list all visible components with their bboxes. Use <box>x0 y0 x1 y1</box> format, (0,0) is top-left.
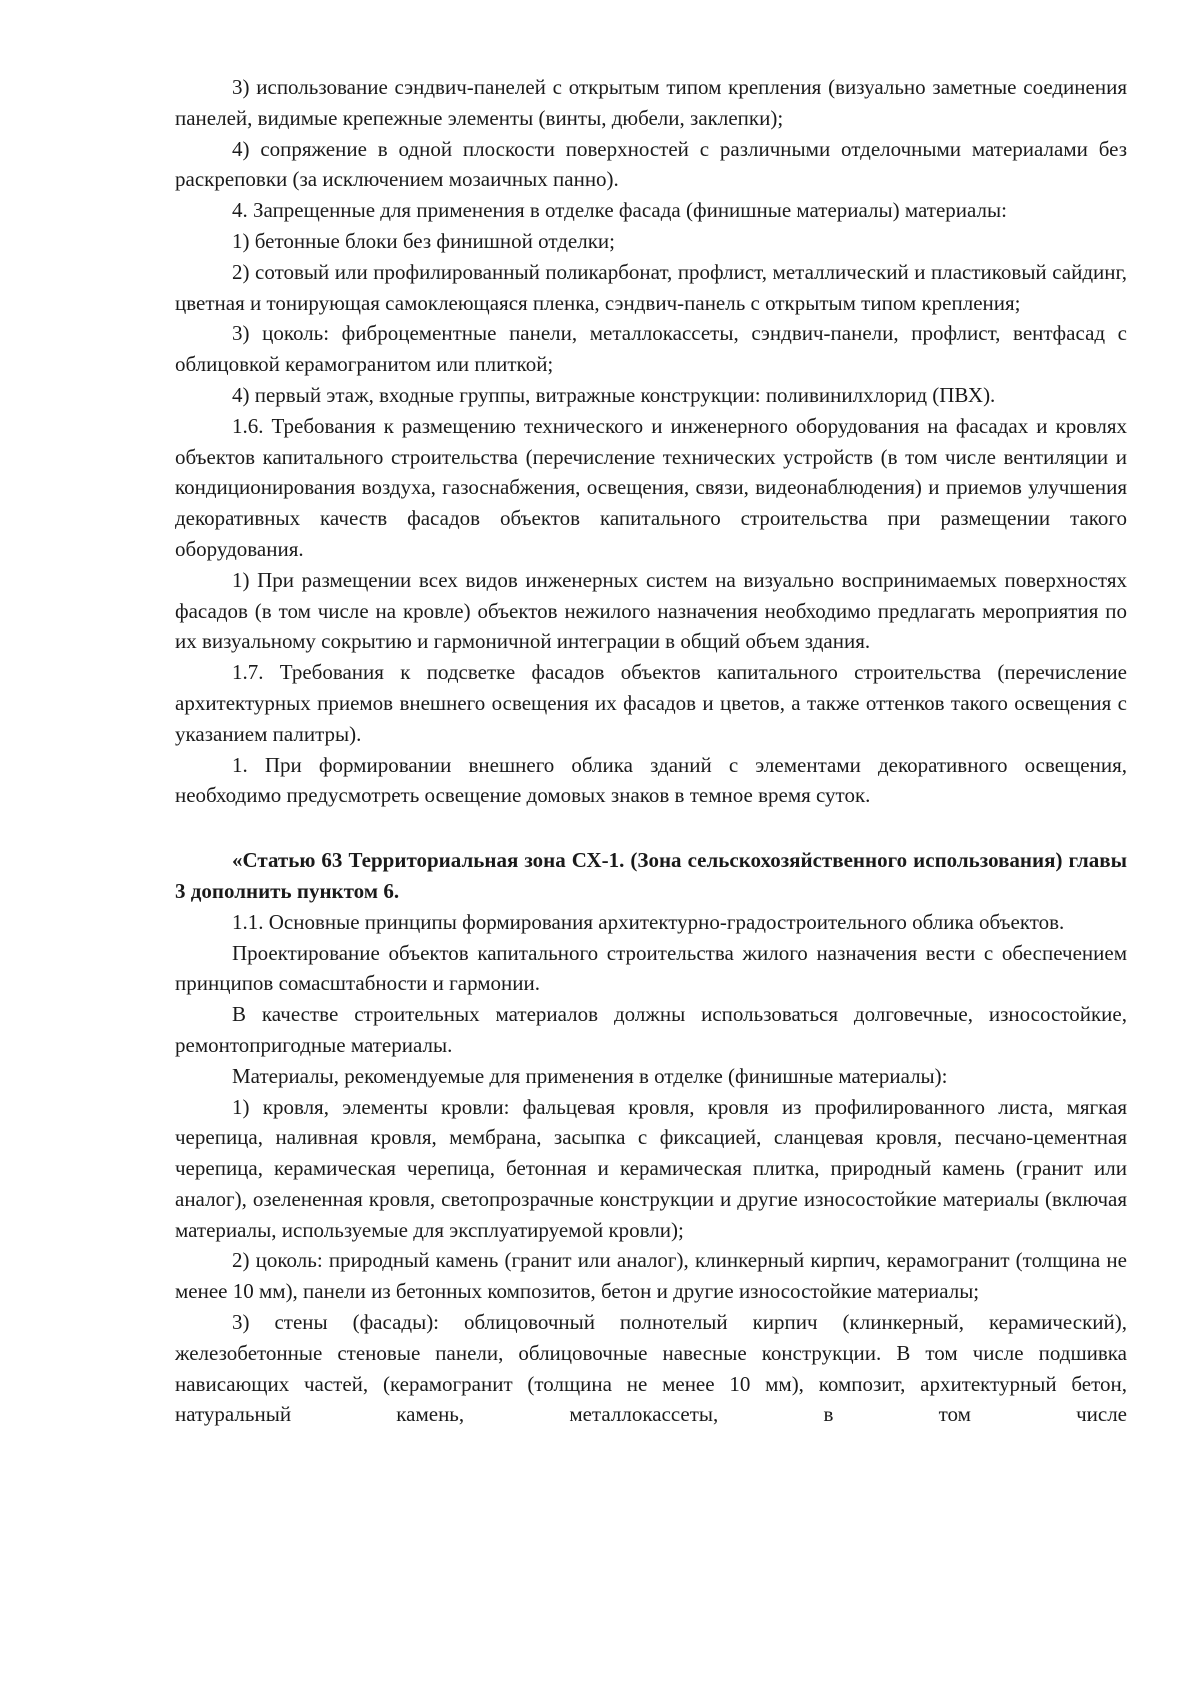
paragraph: 1.7. Требования к подсветке фасадов объектов капитального строительства (перечисление архитектурных приемов внешнего освещения их фасадов и цветов, а также оттенков такого освещения с указанием палитры). <box>175 660 1127 746</box>
paragraph: 1.6. Требования к размещению технического и инженерного оборудования на фасадах и кровлях объектов капитального строительства (перечисление технических устройств (в том числе вентиляции и кондиционирования воздуха, газоснабжения, освещения, связи, видеонаблюдения) и приемов улучшения декоративных качеств фасадов объектов капитального строительства при размещении такого оборудования. <box>175 413 1127 561</box>
document-page <box>175 72 1127 1430</box>
paragraph: 4) сопряжение в одной плоскости поверхностей с различными отделочными материалами без раскреповки (за исключением мозаичных панно). <box>175 136 1127 192</box>
paragraph: 4) первый этаж, входные группы, витражные конструкции: поливинилхлорид (ПВХ). <box>232 382 996 407</box>
paragraph: 2) цоколь: природный камень (гранит или аналог), клинкерный кирпич, керамогранит (толщина не менее 10 мм), панели из бетонных композитов, бетон и другие износостойкие материалы; <box>175 1248 1127 1304</box>
section-gap <box>175 811 1127 845</box>
paragraph: 3) цоколь: фиброцементные панели, металлокассеты, сэндвич-панели, профлист, вентфасад с облицовкой керамогранитом или плиткой; <box>175 321 1127 377</box>
paragraph: Проектирование объектов капитального строительства жилого назначения вести с обеспечением принципов сомасштабности и гармонии. <box>175 940 1127 996</box>
paragraph: 1. При формировании внешнего облика зданий с элементами декоративного освещения, необходимо предусмотреть освещение домовых знаков в темное время суток. <box>175 752 1127 808</box>
paragraph: 1) бетонные блоки без финишной отделки; <box>232 228 615 253</box>
paragraph: 2) сотовый или профилированный поликарбонат, профлист, металлический и пластиковый сайдинг, цветная и тонирующая самоклеющаяся пленка, сэндвич-панель с открытым типом крепления; <box>175 259 1127 315</box>
paragraph: Материалы, рекомендуемые для применения в отделке (финишные материалы): <box>232 1063 948 1088</box>
paragraph: 4. Запрещенные для применения в отделке фасада (финишные материалы) материалы: <box>232 198 1007 223</box>
paragraph: В качестве строительных материалов должны использоваться долговечные, износостойкие, ремонтопригодные материалы. <box>175 1002 1127 1057</box>
paragraph: 1.1. Основные принципы формирования архитектурно-градостроительного облика объектов. <box>232 909 1065 934</box>
paragraph: 3) использование сэндвич-панелей с открытым типом крепления (визуально заметные соединения панелей, видимые крепежные элементы (винты, дюбели, заклепки); <box>175 75 1127 130</box>
paragraph: 1) кровля, элементы кровли: фальцевая кровля, кровля из профилированного листа, мягкая черепица, наливная кровля, мембрана, засыпка с фиксацией, сланцевая кровля, песчано-цементная черепица, керамическая черепица, бетонная и керамическая плитка, природный камень (гранит или аналог), озелененная кровля, светопрозрачные конструкции и другие износостойкие материалы (включая материалы, используемые для эксплуатируемой кровли); <box>175 1094 1127 1242</box>
paragraph: 1) При размещении всех видов инженерных систем на визуально воспринимаемых поверхностях фасадов (в том числе на кровле) объектов нежилого назначения необходимо предлагать мероприятия по их визуальному сокрытию и гармоничной интеграции в общий объем здания. <box>175 567 1127 654</box>
paragraph: 3) стены (фасады): облицовочный полнотелый кирпич (клинкерный, керамический), железобетонные стеновые панели, облицовочные навесные конструкции. В том числе подшивка нависающих частей, (керамогранит (толщина не менее 10 мм), композит, архитектурный бетон, натуральный камень, металлокассеты, в том числе <box>175 1310 1127 1427</box>
section-heading: «Статью 63 Территориальная зона СХ-1. (Зона сельскохозяйственного использования) главы 3 дополнить пунктом 6. <box>175 848 1127 903</box>
